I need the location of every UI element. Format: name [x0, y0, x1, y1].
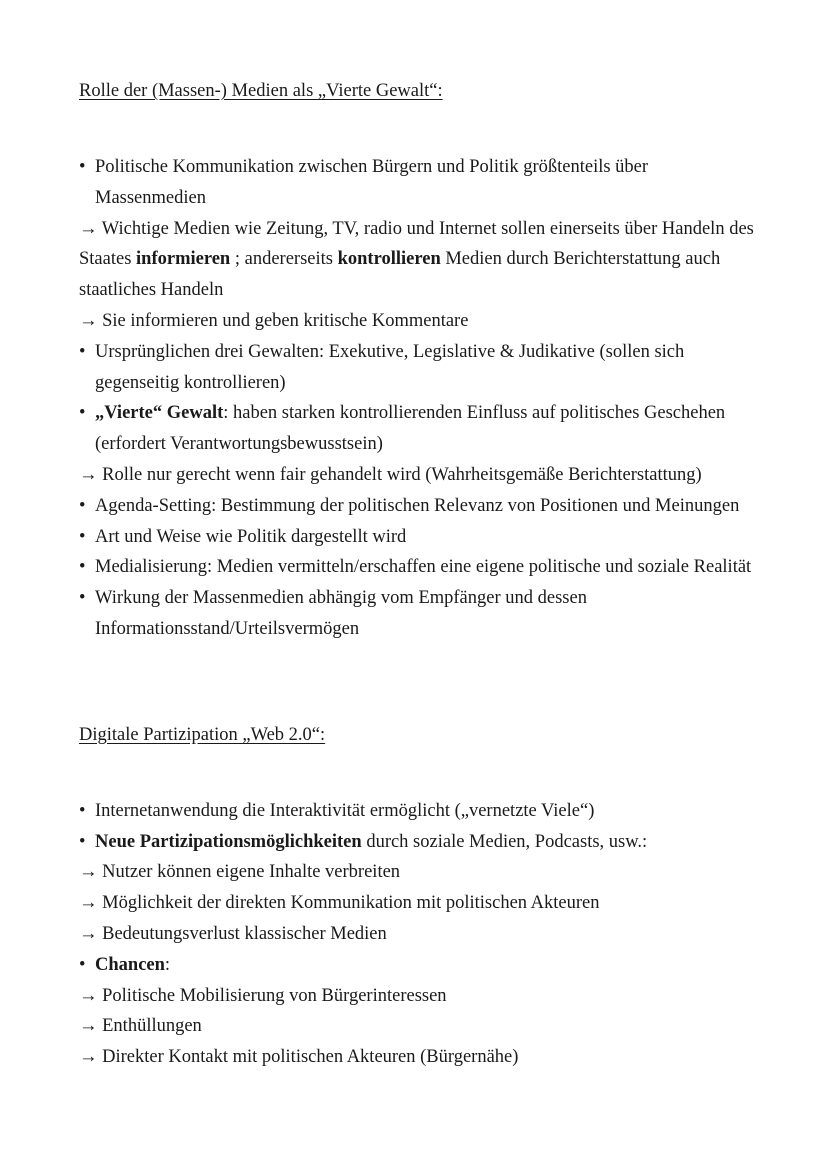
list-item: • Wirkung der Massenmedien abhängig vom Empfänger und dessen Informationsstand/Urteilsvermögen — [79, 583, 759, 645]
list-item: • Chancen: — [79, 950, 759, 981]
list-item: • Medialisierung: Medien vermitteln/erschaffen eine eigene politische und soziale Realität — [79, 552, 759, 583]
document-page — [79, 78, 759, 1073]
list-item: • „Vierte“ Gewalt: haben starken kontrollierenden Einfluss auf politisches Geschehen (erfordert Verantwortungsbewusstsein) — [79, 398, 759, 460]
arrow-item: → Enthüllungen — [79, 1016, 202, 1037]
section-heading-web20: Digitale Partizipation „Web 2.0“: — [79, 724, 326, 745]
list-item: • Neue Partizipationsmöglichkeiten durch soziale Medien, Podcasts, usw.: — [79, 827, 759, 858]
list-item: • Agenda-Setting: Bestimmung der politischen Relevanz von Positionen und Meinungen — [79, 491, 759, 522]
section-heading-medien: Rolle der (Massen-) Medien als „Vierte Gewalt“: — [79, 81, 443, 101]
arrow-item: → Bedeutungsverlust klassischer Medien — [79, 923, 387, 944]
list-item: • Art und Weise wie Politik dargestellt wird — [79, 522, 759, 553]
list-item: • Politische Kommunikation zwischen Bürgern und Politik größtenteils über Massenmedien — [79, 152, 759, 214]
arrow-item: → Wichtige Medien wie Zeitung, TV, radio und Internet sollen einerseits über Handeln des Staates informieren ; andererseits kontrollieren Medien durch Berichterstattung auch staatliches Handeln — [79, 218, 754, 301]
list-item: • Internetanwendung die Interaktivität ermöglicht („vernetzte Viele“) — [79, 796, 759, 827]
list-item: • Ursprünglichen drei Gewalten: Exekutive, Legislative & Judikative (sollen sich gegenseitig kontrollieren) — [79, 337, 759, 399]
arrow-item: → Sie informieren und geben kritische Kommentare — [79, 310, 469, 331]
arrow-item: → Rolle nur gerecht wenn fair gehandelt wird (Wahrheitsgemäße Berichterstattung) — [79, 464, 702, 485]
arrow-item: → Nutzer können eigene Inhalte verbreiten — [79, 862, 401, 883]
arrow-item: → Politische Mobilisierung von Bürgerinteressen — [79, 985, 447, 1006]
arrow-item: → Möglichkeit der direkten Kommunikation mit politischen Akteuren — [79, 893, 600, 914]
arrow-item: → Direkter Kontakt mit politischen Akteuren (Bürgernähe) — [79, 1047, 519, 1068]
